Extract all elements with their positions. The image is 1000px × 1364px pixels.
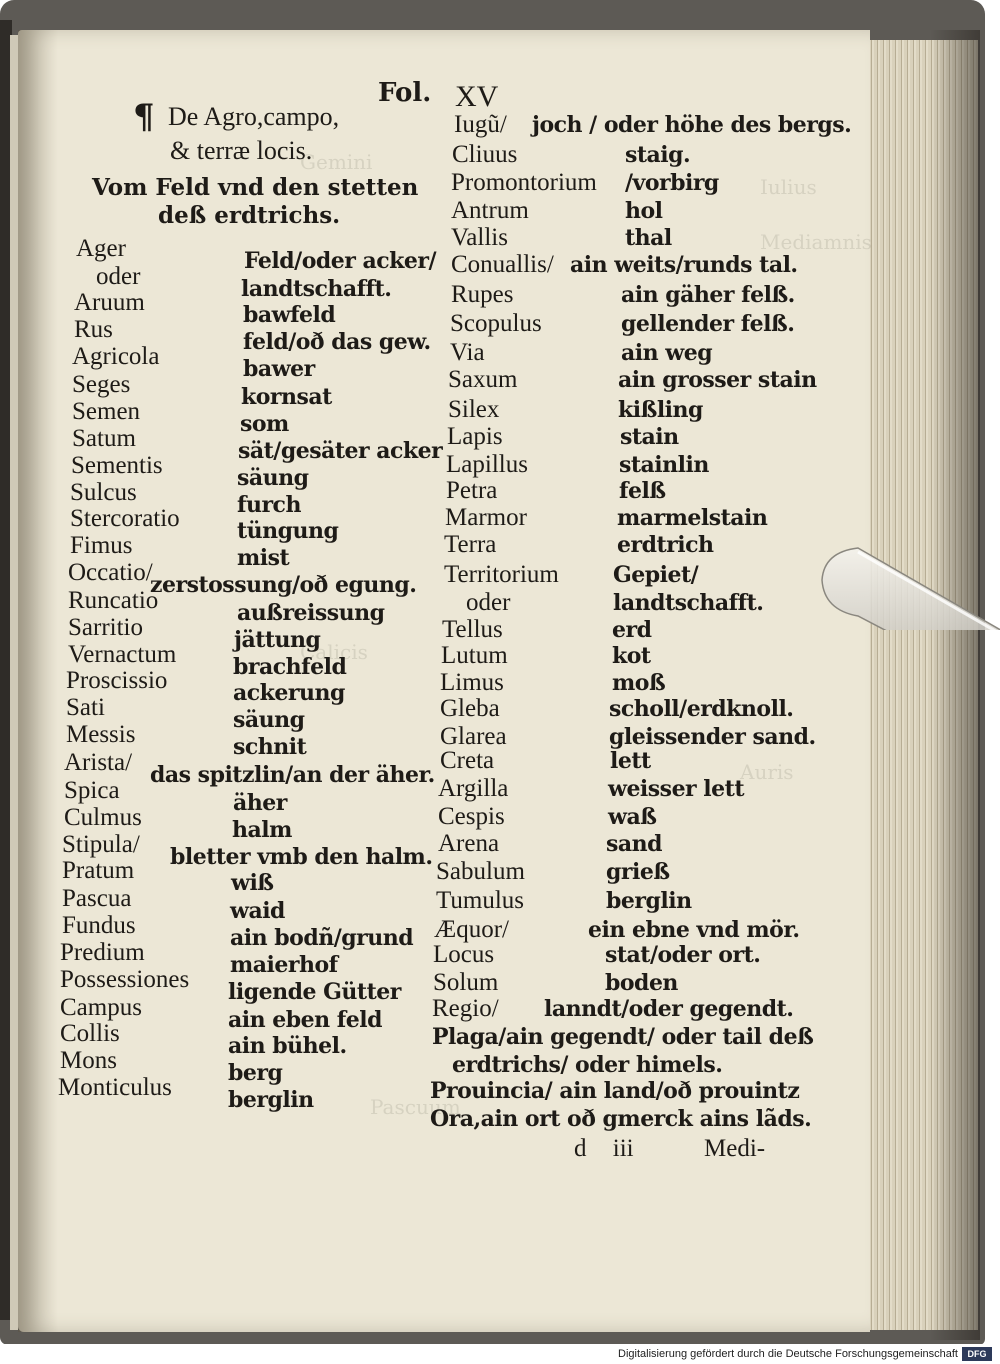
entry-latin: Occatio/ (68, 559, 153, 586)
entry-latin: oder (466, 589, 511, 616)
entry-german: ain grosser stain (618, 367, 817, 393)
entry-german: kornsat (241, 384, 332, 410)
entry-german: staig. (625, 142, 691, 168)
entry-german: sät/gesäter acker (238, 438, 443, 464)
entry-german: marmelstain (617, 505, 768, 531)
entry-latin: Ager (76, 235, 126, 262)
ora-line: Ora,ain ort oð gmerck ains lãds. (430, 1106, 812, 1132)
entry-german: berg (228, 1060, 283, 1086)
entry-latin: Cespis (438, 803, 505, 830)
entry-latin: Antrum (451, 197, 529, 224)
previous-page-edge (10, 35, 18, 1330)
entry-latin: Runcatio (68, 587, 159, 614)
entry-latin: oder (96, 263, 141, 290)
entry-german: erdtrich (617, 532, 714, 558)
entry-latin: Lutum (441, 642, 508, 669)
folio-label: Fol. (378, 78, 432, 108)
entry-latin: Cliuus (452, 141, 518, 168)
entry-latin: Campus (60, 994, 142, 1021)
entry-latin: Territorium (444, 561, 559, 588)
entry-latin: Fundus (62, 912, 136, 939)
entry-german: stain (620, 424, 679, 450)
entry-latin: Æquor/ (434, 916, 509, 943)
entry-german: säung (237, 465, 309, 491)
entry-german: stainlin (619, 452, 709, 478)
entry-latin: Petra (446, 477, 498, 504)
entry-latin: Glarea (440, 723, 507, 750)
entry-german: /vorbirg (625, 170, 719, 196)
entry-german: wiß (231, 870, 274, 896)
entry-german: waß (608, 804, 657, 830)
entry-german: thal (625, 225, 672, 251)
entry-latin: Limus (440, 669, 504, 696)
entry-german: maierhof (230, 952, 338, 978)
entry-german: bletter vmb den halm. (170, 844, 433, 870)
entry-german: Gepiet/ (613, 562, 699, 588)
gutter-shadow (18, 30, 58, 1332)
plaga-line: Plaga/ain gegendt/ oder tail deß (432, 1024, 814, 1050)
entry-latin: Semen (72, 398, 141, 425)
section-heading-line2: & terræ locis. (170, 136, 313, 165)
entry-latin: Fimus (70, 532, 133, 559)
entry-latin: Collis (60, 1020, 120, 1047)
entry-latin: Spica (64, 777, 120, 804)
entry-german: bawfeld (243, 302, 336, 328)
entry-german: lett (610, 748, 651, 774)
prouincia-line: Prouincia/ ain land/oð prouintz (430, 1078, 800, 1104)
entry-latin: Conuallis/ (451, 251, 554, 278)
entry-latin: Rus (74, 316, 113, 343)
section-heading: De Agro,campo, (168, 102, 340, 131)
entry-latin: Monticulus (58, 1074, 172, 1101)
entry-german: lanndt/oder gegendt. (544, 996, 794, 1022)
entry-latin: Lapis (447, 423, 503, 450)
catchword: Medi- (704, 1135, 766, 1162)
entry-german: das spitzlin/an der äher. (150, 762, 435, 788)
entry-latin: Argilla (438, 775, 509, 802)
entry-german: ackerung (233, 680, 345, 706)
entry-latin: Scopulus (450, 310, 542, 337)
entry-german: moß (612, 670, 666, 696)
entry-german: ain weits/runds tal. (570, 252, 798, 278)
entry-german: bawer (243, 356, 315, 382)
entry-german: schnit (233, 734, 307, 760)
entry-german: hol (625, 198, 663, 224)
entry-latin: Stipula/ (62, 831, 140, 858)
glass-ruler (818, 540, 1000, 630)
entry-german: felß (619, 478, 666, 504)
german-heading: Vom Feld vnd den stetten (92, 174, 419, 201)
entry-latin: Proscissio (66, 667, 168, 694)
entry-german: landtschafft. (241, 276, 392, 302)
entry-german: tüngung (237, 518, 339, 544)
entry-latin: Mons (60, 1047, 117, 1074)
entry-latin: Iugũ/ (454, 111, 507, 138)
entry-german: kißling (618, 397, 703, 423)
entry-latin: Sarritio (68, 614, 143, 641)
entry-latin: Culmus (64, 804, 142, 831)
entry-german: jättung (234, 627, 321, 653)
german-heading-line2: deß erdtrichs. (158, 202, 341, 229)
entry-latin: Sulcus (70, 479, 137, 506)
entry-latin: Arista/ (64, 749, 133, 776)
entry-german: ain bühel. (228, 1033, 347, 1059)
entry-latin: Rupes (451, 281, 514, 308)
entry-latin: Sati (66, 694, 105, 721)
entry-german: säung (233, 707, 305, 733)
entry-german: halm (232, 817, 292, 843)
entry-latin: Saxum (448, 366, 518, 393)
entry-german: mist (237, 545, 290, 571)
entry-latin: Via (450, 339, 485, 366)
entry-latin: Lapillus (446, 451, 528, 478)
entry-latin: Pascua (62, 885, 132, 912)
entry-latin: Marmor (445, 504, 527, 531)
plaga-line2: erdtrichs/ oder himels. (452, 1052, 723, 1078)
entry-latin: Terra (444, 531, 497, 558)
entry-german: außreissung (237, 600, 385, 626)
entry-german: ain bodñ/grund (230, 925, 414, 951)
entry-latin: Predium (60, 939, 145, 966)
entry-german: brachfeld (233, 654, 347, 680)
entry-german: weisser lett (608, 776, 744, 802)
entry-latin: Seges (72, 371, 131, 398)
entry-german: joch / oder höhe des bergs. (532, 112, 852, 138)
entry-german: stat/oder ort. (605, 942, 761, 968)
dfg-logo: DFG (962, 1347, 992, 1361)
entry-german: sand (606, 831, 663, 857)
entry-latin: Possessiones (60, 966, 190, 993)
entry-latin: Regio/ (432, 995, 499, 1022)
entry-german: äher (233, 790, 287, 816)
folio-number: XV (455, 80, 499, 113)
entry-latin: Arena (438, 830, 500, 857)
entry-german: grieß (606, 859, 670, 885)
entry-latin: Stercoratio (70, 505, 180, 532)
entry-german: ain weg (621, 340, 713, 366)
entry-german: berglin (228, 1087, 314, 1113)
entry-latin: Tumulus (436, 887, 525, 914)
entry-german: waid (230, 898, 285, 924)
entry-german: scholl/erdknoll. (609, 696, 794, 722)
entry-german: furch (237, 492, 301, 518)
pilcrow-icon: ¶ (133, 97, 155, 137)
entry-latin: Messis (66, 721, 136, 748)
entry-german: ein ebne vnd mör. (588, 917, 800, 943)
entry-latin: Aruum (74, 289, 145, 316)
entry-german: ain eben feld (228, 1007, 382, 1033)
entry-german: som (240, 411, 289, 437)
entry-latin: Pratum (62, 857, 135, 884)
entry-latin: Locus (433, 941, 495, 968)
scanned-book-page: Gemini Iulius Mediamnis Calicis Auris Pascuum Fol. XV ¶ De Agro,campo, & terræ locis. Vom Feld vnd den stetten deß erdtrichs. Ager Feld/oder acker/ oder landtschafft. Aruum bawfeld Rus feld/oð das gew. Agricola bawer Seges kornsat Semen som Satum sät/gesäter acker Sementis säung Sulcus furch Stercoratio tüngung Fimus mist Occatio/ zerstossung/oð egung. Runcatio außreissung Sarritio jättung Vernactum brachfeld Proscissio ackerung Sati säung Messis schnit Arista/ das spitzlin/an der äher. Spica äher Culmus halm Stipula/ bletter vmb den halm. Pratum wiß Pascua waid Fundus ain bodñ/grund Predium maierhof Possessiones ligende Gütter Campus ain eben feld Collis ain bühel. Mons berg Monticulus berglin Iugũ/ joch / oder höhe des bergs. Cliuus staig. Promontorium /vorbirg Antrum hol Vallis thal Conuallis/ ain weits/runds tal. Rupes ain gäher felß. Scopulus gellender felß. Via ain weg Saxum ain grosser stain Silex kißling Lapis stain Lapillus stainlin Petra felß Marmor marmelstain Terra erdtrich Territorium Gepiet/ oder landtschafft. Tellus erd Lutum kot Limus moß Gleba scholl/erdknoll. Glarea gleissender sand. Creta lett Argilla weisser lett Cespis waß Arena sand Sabulum grieß Tumulus berglin Æquor/ ein ebne vnd mör. Locus stat/oder ort. Solum boden Regio/ lanndt/oder gegendt. Plaga/ain gegendt/ oder tail deß erdtrichs/ oder himels. Prouincia/ ain land/oð prouintz Ora,ain ort oð gmerck ains lãds. d iii Medi- Digitalisierung gefördert durch die Deutsche Forschungsgemeinschaft DFG (0, 0, 1000, 1364)
entry-latin: Promontorium (451, 169, 597, 196)
entry-german: ligende Gütter (228, 979, 401, 1005)
entry-latin: Sementis (71, 452, 163, 479)
entry-german: berglin (606, 888, 692, 914)
entry-german: boden (605, 970, 678, 996)
entry-german: gellender felß. (621, 311, 795, 337)
footer-credit: Digitalisierung gefördert durch die Deutsche Forschungsgemeinschaft (618, 1348, 958, 1360)
entry-latin: Vernactum (68, 641, 177, 668)
entry-latin: Tellus (442, 616, 503, 643)
entry-latin: Silex (448, 396, 500, 423)
entry-latin: Creta (440, 747, 495, 774)
entry-latin: Agricola (72, 343, 160, 370)
entry-latin: Satum (72, 425, 136, 452)
entry-latin: Solum (433, 969, 499, 996)
entry-latin: Vallis (451, 224, 508, 251)
entry-german: gleissender sand. (609, 724, 816, 750)
entry-german: landtschafft. (613, 590, 764, 616)
signature-mark: d iii (574, 1135, 634, 1162)
entry-german: ain gäher felß. (621, 282, 795, 308)
entry-german: erd (612, 617, 652, 643)
entry-german: zerstossung/oð egung. (150, 572, 417, 598)
entry-latin: Sabulum (436, 858, 525, 885)
entry-german: feld/oð das gew. (243, 329, 431, 355)
entry-german: kot (612, 643, 651, 669)
entry-german: Feld/oder acker/ (244, 248, 437, 274)
entry-latin: Gleba (440, 695, 500, 722)
fore-edge-shadow (930, 30, 980, 1340)
